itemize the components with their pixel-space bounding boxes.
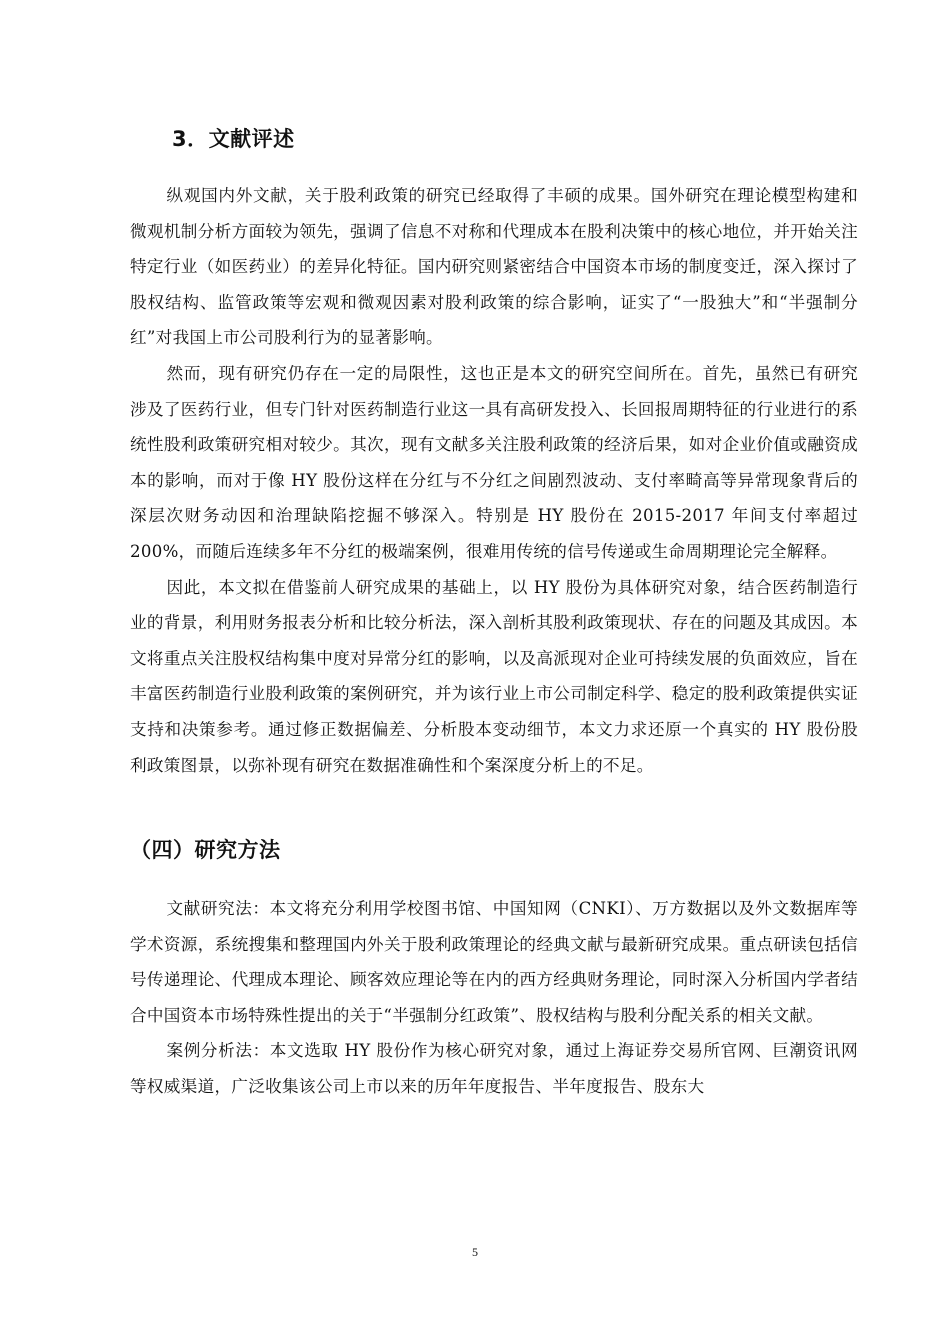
page-number: 5 bbox=[472, 1245, 478, 1259]
page-content bbox=[130, 122, 858, 1105]
section-heading-literature-review: 3．文献评述 bbox=[172, 127, 295, 151]
section-heading-research-methods: （四）研究方法 bbox=[130, 838, 281, 863]
method-paragraph-2: 案例分析法：本文选取 HY 股份作为核心研究对象，通过上海证券交易所官网、巨潮资讯网等权威渠道，广泛收集该公司上市以来的历年年度报告、半年度报告、股东大 bbox=[130, 1041, 858, 1097]
review-paragraph-3: 因此，本文拟在借鉴前人研究成果的基础上，以 HY 股份为具体研究对象，结合医药制造行业的背景，利用财务报表分析和比较分析法，深入剖析其股利政策现状、存在的问题及其成因。本文将重点关注股权结构集中度对异常分红的影响，以及高派现对企业可持续发展的负面效应，旨在丰富医药制造行业股利政策的案例研究，并为该行业上市公司制定科学、稳定的股利政策提供实证支持和决策参考。通过修正数据偏差、分析股本变动细节，本文力求还原一个真实的 HY 股份股利政策图景，以弥补现有研究在数据准确性和个案深度分析上的不足。 bbox=[130, 577, 858, 775]
review-paragraph-1: 纵观国内外文献，关于股利政策的研究已经取得了丰硕的成果。国外研究在理论模型构建和微观机制分析方面较为领先，强调了信息不对称和代理成本在股利决策中的核心地位，并开始关注特定行业（如医药业）的差异化特征。国内研究则紧密结合中国资本市场的制度变迁，深入探讨了股权结构、监管政策等宏观和微观因素对股利政策的综合影响，证实了“一股独大”和“半强制分红”对我国上市公司股利行为的显著影响。 bbox=[130, 186, 858, 348]
review-paragraph-2: 然而，现有研究仍存在一定的局限性，这也正是本文的研究空间所在。首先，虽然已有研究涉及了医药行业，但专门针对医药制造行业这一具有高研发投入、长回报周期特征的行业进行的系统性股利政策研究相对较少。其次，现有文献多关注股利政策的经济后果，如对企业价值或融资成本的影响，而对于像 HY 股份这样在分红与不分红之间剧烈波动、支付率畸高等异常现象背后的深层次财务动因和治理缺陷挖掘不够深入。特别是 HY 股份在 2015-2017 年间支付率超过 200%，而随后连续多年不分红的极端案例，很难用传统的信号传递或生命周期理论完全解释。 bbox=[130, 363, 858, 561]
method-paragraph-1: 文献研究法：本文将充分利用学校图书馆、中国知网（CNKI）、万方数据以及外文数据库等学术资源，系统搜集和整理国内外关于股利政策理论的经典文献与最新研究成果。重点研读包括信号传递理论、代理成本理论、顾客效应理论等在内的西方经典财务理论，同时深入分析国内学者结合中国资本市场特殊性提出的关于“半强制分红政策”、股权结构与股利分配关系的相关文献。 bbox=[130, 899, 858, 1025]
